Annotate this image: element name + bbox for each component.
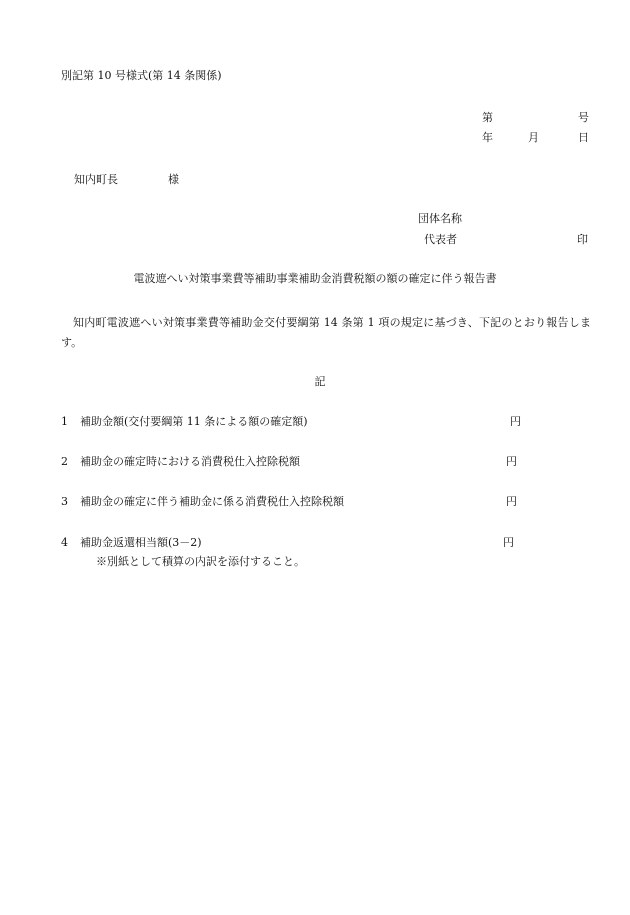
item-label: 補助金返還相当額(3－2) [80,536,202,549]
date-year-label: 年 [482,131,493,144]
document-number-prefix: 第 [482,111,493,124]
item-unit: 円 [510,415,521,428]
seal-label: 印 [577,233,588,246]
item-unit: 円 [506,495,517,508]
document-number-suffix: 号 [578,111,589,124]
addressee-name: 知内町長 [74,173,118,186]
item-label: 補助金額(交付要綱第 11 条による額の確定額) [80,415,308,428]
addressee-honorific: 様 [168,173,179,186]
date-month-label: 月 [528,131,539,144]
organization-name-label: 団体名称 [418,212,462,225]
item-number: 4 [61,536,68,549]
representative-label: 代表者 [424,233,457,246]
body-paragraph: 知内町電波遮へい対策事業費等補助金交付要綱第 14 条第 1 項の規定に基づき、下記のとおり報告します。 [61,316,591,349]
item-unit: 円 [506,455,517,468]
item-number: 1 [61,415,68,428]
attachment-note: ※別紙として積算の内訳を添付すること。 [96,555,305,568]
item-label: 補助金の確定に伴う補助金に係る消費税仕入控除税額 [80,495,344,508]
item-label: 補助金の確定時における消費税仕入控除税額 [80,455,300,468]
ki-heading: 記 [314,375,326,388]
item-number: 2 [61,455,68,468]
item-unit: 円 [503,536,514,549]
document-title: 電波遮へい対策事業費等補助事業補助金消費税額の額の確定に伴う報告書 [133,272,497,285]
form-label: 別記第 10 号様式(第 14 条関係) [61,69,222,82]
date-day-label: 日 [578,131,589,144]
item-number: 3 [61,495,68,508]
